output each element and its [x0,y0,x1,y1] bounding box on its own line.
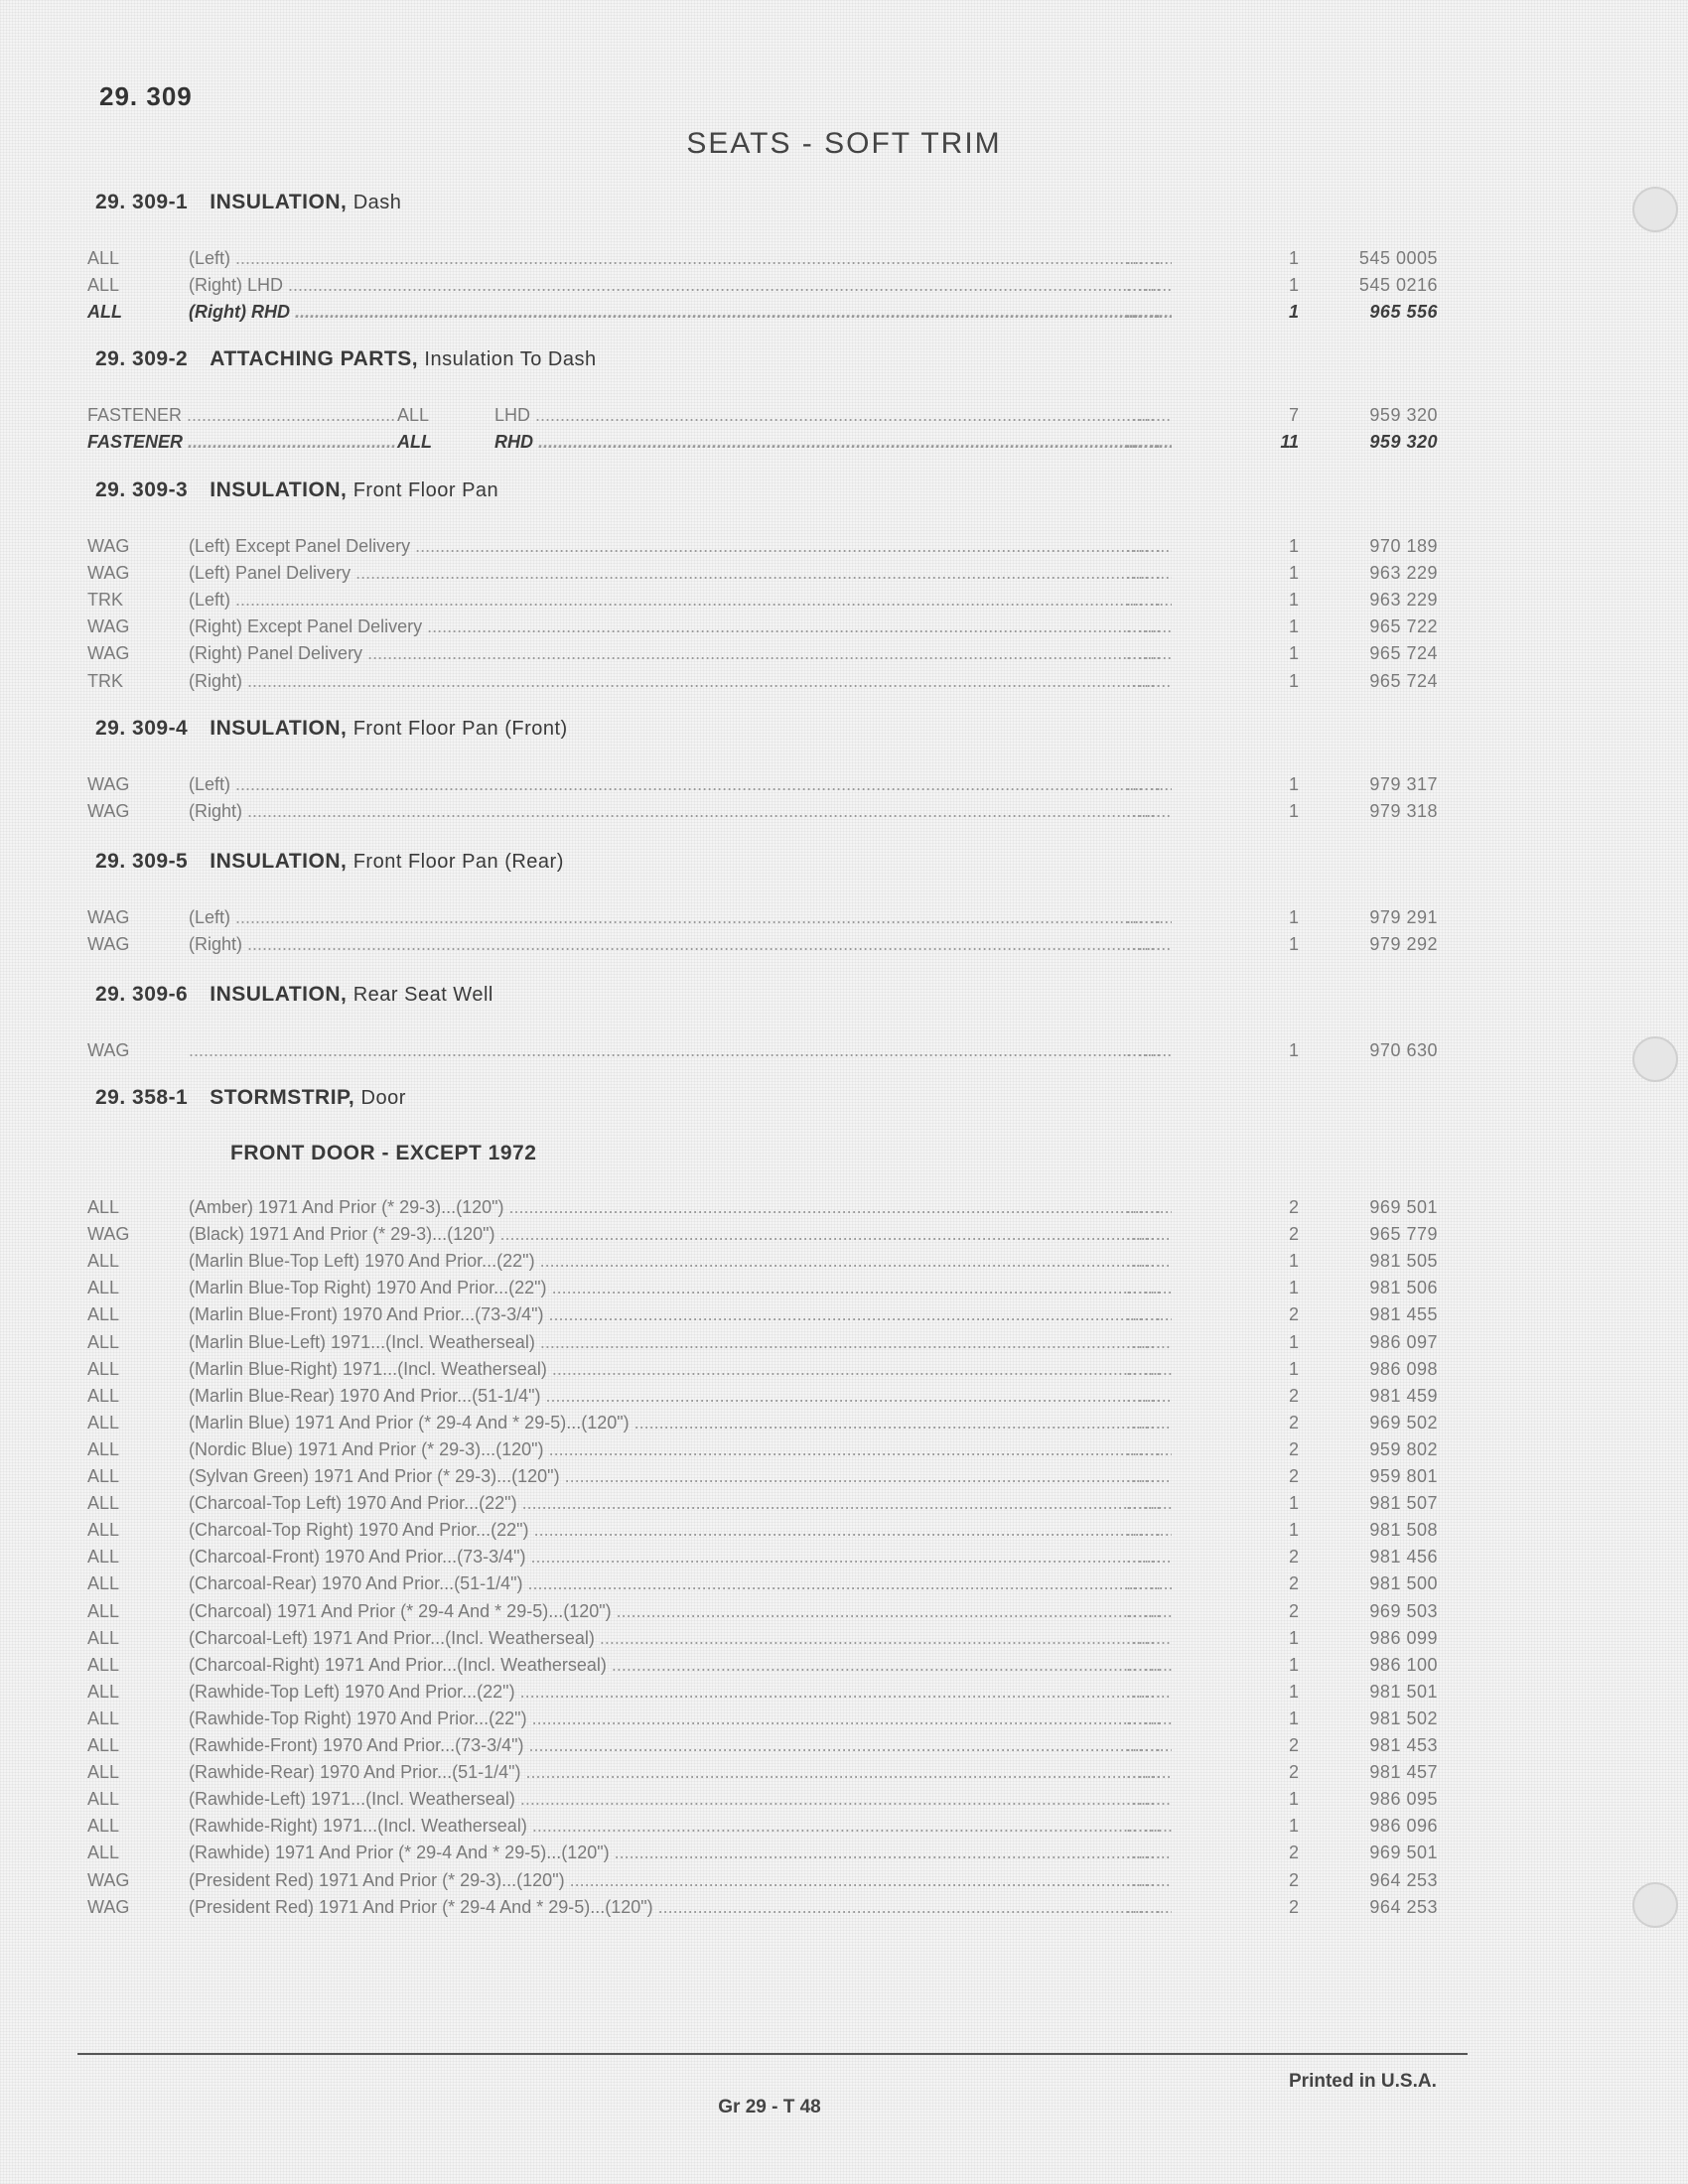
quantity: 2 [1288,1600,1299,1621]
qty-leader: ...... [1126,1520,1163,1541]
quantity: 1 [1288,1358,1299,1379]
qty-leader: ...... [1126,302,1163,323]
part-row [87,1627,1438,1655]
part-row [87,1816,1438,1843]
application-code: ALL [87,1789,120,1810]
section-name: INSULATION, [210,478,348,501]
qty-leader: ...... [1126,643,1163,664]
quantity: 1 [1288,1816,1299,1837]
application-code: ALL [87,1412,120,1433]
footer-divider [77,2053,1468,2055]
part-number: 981 501 [1369,1681,1438,1702]
quantity: 1 [1288,1331,1299,1352]
part-number: 986 098 [1369,1358,1438,1379]
application-code: WAG [87,1896,130,1917]
quantity: 1 [1288,1040,1299,1060]
part-row [87,590,1438,616]
section-heading [95,478,498,502]
qty-leader: ...... [1126,1681,1163,1702]
part-description: (Right) ..... [189,801,1172,822]
part-row [87,1040,1438,1067]
application-code: ALL [397,432,432,453]
part-row [87,1869,1438,1897]
part-row [87,1735,1438,1762]
part-row [87,1493,1438,1520]
application-code: TRK [87,670,123,691]
part-description: (Right) ..... [189,671,1172,692]
qty-leader: ...... [1126,1278,1163,1298]
page-reference: Gr 29 - T 48 [718,2097,821,2117]
part-number: 981 457 [1369,1762,1438,1783]
section-subject: Insulation To Dash [424,348,597,370]
part-number: 981 507 [1369,1493,1438,1514]
qty-leader: ...... [1126,1547,1163,1568]
section-number: 29. 309-6 [95,983,189,1006]
application-code: ALL [87,1331,120,1352]
part-number: 981 505 [1369,1251,1438,1272]
quantity: 2 [1288,1573,1299,1594]
part-number: 964 253 [1369,1896,1438,1917]
application-code: WAG [87,616,130,637]
part-description: (Right) Except Panel Delivery ..... [189,616,1172,637]
part-number: 959 802 [1369,1438,1438,1459]
section-subject: Front Floor Pan (Rear) [352,851,564,873]
part-description: (Charcoal-Top Right) 1970 And Prior...(22") ..... [189,1520,1172,1541]
application-code: WAG [87,801,130,822]
quantity: 1 [1288,670,1299,691]
part-row [87,1385,1438,1413]
part-description: (Marlin Blue-Front) 1970 And Prior...(73-3/4") ..... [189,1304,1172,1325]
part-number: 965 779 [1369,1224,1438,1245]
section-name: INSULATION, [210,191,348,213]
part-number: 545 0216 [1358,275,1438,296]
qty-leader: ...... [1126,405,1163,425]
section-heading [95,717,568,741]
part-description: (Marlin Blue) 1971 And Prior (* 29-4 And * 29-5)...(120") ..... [189,1413,1172,1433]
qty-leader: ...... [1126,1735,1163,1755]
quantity: 2 [1288,1466,1299,1486]
part-number: 981 502 [1369,1707,1438,1728]
quantity: 2 [1288,1438,1299,1459]
part-row [87,302,1438,329]
quantity: 1 [1288,907,1299,927]
part-description: (Amber) 1971 And Prior (* 29-3)...(120") ..... [189,1197,1172,1218]
section-subject: Front Floor Pan [352,479,499,501]
application-code: WAG [87,1040,130,1060]
part-number: 965 724 [1369,643,1438,664]
application-code: ALL [397,405,430,425]
part-number: 986 097 [1369,1331,1438,1352]
application-code: ALL [87,1762,120,1783]
part-number: 965 722 [1369,616,1438,637]
part-number: 965 556 [1369,302,1438,323]
qty-leader: ...... [1126,1466,1163,1486]
part-row [87,1412,1438,1439]
section-heading [95,191,401,214]
qty-leader: ...... [1126,1197,1163,1217]
part-number: 970 189 [1369,536,1438,556]
part-description: (Marlin Blue-Right) 1971...(Incl. Weatherseal) ..... [189,1359,1172,1380]
quantity: 1 [1288,1789,1299,1810]
part-number: 964 253 [1369,1869,1438,1890]
application-code: ALL [87,1627,120,1648]
part-row [87,405,1438,432]
application-code: ALL [87,1304,120,1325]
part-number: 979 292 [1369,934,1438,955]
application-code: ALL [87,1707,120,1728]
quantity: 1 [1288,1520,1299,1541]
part-number: 969 503 [1369,1600,1438,1621]
part-number: 981 455 [1369,1304,1438,1325]
application-code: ALL [87,1547,120,1568]
qty-leader: ...... [1126,1869,1163,1890]
part-row [87,1547,1438,1573]
application-code: ALL [87,1843,120,1863]
part-number: 969 501 [1369,1197,1438,1217]
quantity: 11 [1280,432,1299,453]
section-number: 29. 309-4 [95,717,189,740]
part-description: (Right) RHD ..... [189,302,1172,323]
qty-leader: ...... [1126,907,1163,927]
quantity: 2 [1288,1224,1299,1245]
part-description [189,1040,1172,1061]
section-number: 29. 358-1 [95,1086,189,1109]
quantity: 1 [1288,1707,1299,1728]
application-code: ALL [87,1816,120,1837]
section-name: INSULATION, [210,717,348,740]
part-number: 959 320 [1369,432,1438,453]
part-description: (Rawhide-Right) 1971...(Incl. Weatherseal) ..... [189,1816,1172,1837]
part-row [87,1896,1438,1924]
quantity: 2 [1288,1843,1299,1863]
qty-leader: ...... [1126,1896,1163,1917]
part-description: (President Red) 1971 And Prior (* 29-3)...(120") ..... [189,1870,1172,1891]
qty-leader: ...... [1126,275,1163,296]
qty-leader: ...... [1126,616,1163,637]
section-heading [95,1086,406,1110]
quantity: 2 [1288,1304,1299,1325]
section-heading [95,850,564,874]
part-number: 986 099 [1369,1627,1438,1648]
part-row [87,275,1438,302]
section-number: 29. 309-2 [95,347,189,370]
part-number: 979 317 [1369,774,1438,794]
qty-leader: ...... [1126,1493,1163,1514]
qty-leader: ...... [1126,536,1163,556]
section-number: 29. 309-1 [95,191,189,213]
quantity: 2 [1288,1869,1299,1890]
quantity: 1 [1288,275,1299,296]
part-row [87,1304,1438,1331]
quantity: 1 [1288,1278,1299,1298]
section-subheading: FRONT DOOR - EXCEPT 1972 [230,1142,537,1164]
part-row [87,1707,1438,1735]
part-row [87,1331,1438,1359]
qty-leader: ...... [1126,590,1163,611]
qty-leader: ...... [1126,1762,1163,1783]
part-description: (Black) 1971 And Prior (* 29-3)...(120") ..... [189,1224,1172,1245]
part-description: (Charcoal-Left) 1971 And Prior...(Incl. Weatherseal) ..... [189,1628,1172,1649]
qty-leader: ...... [1126,1707,1163,1728]
part-description: (Right) ..... [189,934,1172,955]
part-description: (Rawhide) 1971 And Prior (* 29-4 And * 29-5)...(120") ..... [189,1843,1172,1863]
quantity: 1 [1288,302,1299,323]
fastener-label: FASTENER ..... [87,432,395,453]
part-number: 986 095 [1369,1789,1438,1810]
section-number: 29. 309-3 [95,478,189,501]
page-number: 29. 309 [99,81,193,111]
part-row [87,1681,1438,1708]
part-row [87,1197,1438,1224]
application-code: WAG [87,536,130,556]
part-description: (Left) ..... [189,590,1172,611]
quantity: 1 [1288,248,1299,268]
qty-leader: ...... [1126,1331,1163,1352]
part-row [87,1520,1438,1547]
section-heading [95,347,597,371]
application-code: WAG [87,1869,130,1890]
part-row [87,801,1438,828]
qty-leader: ...... [1126,1304,1163,1325]
part-row [87,670,1438,698]
part-description: (Left) ..... [189,774,1172,795]
part-row [87,616,1438,643]
part-number: 969 502 [1369,1412,1438,1433]
part-description: (Left) Panel Delivery ..... [189,563,1172,584]
application-code: ALL [87,1278,120,1298]
part-number: 981 456 [1369,1547,1438,1568]
section-subject: Rear Seat Well [352,984,493,1006]
part-description: (Charcoal-Front) 1970 And Prior...(73-3/4") ..... [189,1547,1172,1568]
qty-leader: ...... [1126,774,1163,794]
part-row [87,774,1438,801]
part-description: (Rawhide-Rear) 1970 And Prior...(51-1/4") ..... [189,1762,1172,1783]
quantity: 1 [1288,774,1299,794]
part-row [87,643,1438,670]
part-description: (Rawhide-Front) 1970 And Prior...(73-3/4") ..... [189,1735,1172,1756]
section-subject: Front Floor Pan (Front) [352,718,568,740]
application-code: ALL [87,1493,120,1514]
part-number: 963 229 [1369,563,1438,584]
part-number: 979 318 [1369,801,1438,822]
qty-leader: ...... [1126,1412,1163,1433]
qty-leader: ...... [1126,1789,1163,1810]
application-code: ALL [87,1466,120,1486]
part-description: (President Red) 1971 And Prior (* 29-4 And * 29-5)...(120") ..... [189,1897,1172,1918]
application-code: ALL [87,302,122,323]
part-description: (Charcoal-Rear) 1970 And Prior...(51-1/4") ..... [189,1573,1172,1594]
qty-leader: ...... [1126,1843,1163,1863]
quantity: 1 [1288,1654,1299,1675]
part-row [87,248,1438,275]
part-row [87,1466,1438,1493]
qty-leader: ...... [1126,670,1163,691]
part-row [87,1762,1438,1789]
application-code: ALL [87,1573,120,1594]
quantity: 1 [1288,801,1299,822]
part-number: 981 506 [1369,1278,1438,1298]
quantity: 2 [1288,1547,1299,1568]
part-description: (Marlin Blue-Top Left) 1970 And Prior...(22") ..... [189,1251,1172,1272]
part-description: (Charcoal) 1971 And Prior (* 29-4 And * 29-5)...(120") ..... [189,1601,1172,1622]
part-description: (Marlin Blue-Top Right) 1970 And Prior...(22") ..... [189,1278,1172,1298]
part-number: 970 630 [1369,1040,1438,1060]
quantity: 1 [1288,1681,1299,1702]
application-code: ALL [87,1735,120,1755]
qty-leader: ...... [1126,1385,1163,1406]
part-description: (Charcoal-Right) 1971 And Prior...(Incl. Weatherseal) ..... [189,1655,1172,1676]
part-description: (Marlin Blue-Left) 1971...(Incl. Weatherseal) ..... [189,1332,1172,1353]
part-description: (Left) ..... [189,248,1172,269]
quantity: 2 [1288,1762,1299,1783]
part-description: (Marlin Blue-Rear) 1970 And Prior...(51-1/4") ..... [189,1386,1172,1407]
part-row [87,1573,1438,1600]
part-row [87,1224,1438,1251]
quantity: 1 [1288,934,1299,955]
qty-leader: ...... [1126,1600,1163,1621]
page-title: SEATS - SOFT TRIM [686,127,1002,160]
fastener-label: FASTENER ..... [87,405,395,426]
part-description: (Left) ..... [189,907,1172,928]
application-code: WAG [87,774,130,794]
printed-in-label: Printed in U.S.A. [1289,2071,1437,2092]
application-code: ALL [87,1358,120,1379]
qty-leader: ...... [1126,1224,1163,1245]
part-description: (Right) Panel Delivery ..... [189,643,1172,664]
part-number: 981 459 [1369,1385,1438,1406]
qty-leader: ...... [1126,1438,1163,1459]
quantity: 2 [1288,1896,1299,1917]
application-code: ALL [87,1654,120,1675]
quantity: 1 [1288,1251,1299,1272]
application-code: WAG [87,643,130,664]
application-code: ALL [87,248,120,268]
part-number: 981 508 [1369,1520,1438,1541]
part-row [87,1843,1438,1869]
quantity: 1 [1288,643,1299,664]
section-number: 29. 309-5 [95,850,189,873]
part-row [87,907,1438,934]
part-row [87,1438,1438,1466]
qty-leader: ...... [1126,801,1163,822]
qty-leader: ...... [1126,1251,1163,1272]
part-number: 959 320 [1369,405,1438,425]
qty-leader: ...... [1126,1627,1163,1648]
part-row [87,563,1438,590]
section-name: INSULATION, [210,850,348,873]
part-number: 969 501 [1369,1843,1438,1863]
quantity: 1 [1288,616,1299,637]
part-description: (Charcoal-Top Left) 1970 And Prior...(22") ..... [189,1493,1172,1514]
application-code: WAG [87,934,130,955]
application-code: ALL [87,1251,120,1272]
part-number: 979 291 [1369,907,1438,927]
part-description: RHD ..... [494,432,1172,453]
qty-leader: ...... [1126,1040,1163,1060]
section-subject: Door [360,1087,406,1109]
part-description: (Nordic Blue) 1971 And Prior (* 29-3)...(120") ..... [189,1439,1172,1460]
part-row [87,1251,1438,1278]
application-code: WAG [87,1224,130,1245]
part-description: (Rawhide-Top Right) 1970 And Prior...(22") ..... [189,1708,1172,1729]
qty-leader: ...... [1126,432,1163,453]
qty-leader: ...... [1126,1358,1163,1379]
section-name: STORMSTRIP, [210,1086,355,1109]
part-number: 981 500 [1369,1573,1438,1594]
part-number: 545 0005 [1358,248,1438,268]
part-description: (Sylvan Green) 1971 And Prior (* 29-3)...(120") ..... [189,1466,1172,1487]
qty-leader: ...... [1126,248,1163,268]
quantity: 2 [1288,1197,1299,1217]
part-row [87,536,1438,563]
application-code: ALL [87,1681,120,1702]
application-code: ALL [87,1520,120,1541]
qty-leader: ...... [1126,1573,1163,1594]
part-description: (Rawhide-Top Left) 1970 And Prior...(22") ..... [189,1682,1172,1703]
application-code: ALL [87,1438,120,1459]
application-code: ALL [87,275,120,296]
application-code: WAG [87,907,130,927]
application-code: ALL [87,1385,120,1406]
part-description: (Left) Except Panel Delivery ..... [189,536,1172,557]
part-row [87,1358,1438,1386]
application-code: TRK [87,590,123,611]
quantity: 2 [1288,1385,1299,1406]
section-name: ATTACHING PARTS, [210,347,419,370]
part-row [87,1789,1438,1816]
section-name: INSULATION, [210,983,348,1006]
quantity: 1 [1288,1493,1299,1514]
part-description: (Rawhide-Left) 1971...(Incl. Weatherseal) ..... [189,1789,1172,1810]
part-row [87,432,1438,459]
part-number: 986 100 [1369,1654,1438,1675]
part-row [87,1600,1438,1628]
application-code: ALL [87,1197,120,1217]
quantity: 1 [1288,536,1299,556]
part-row [87,1278,1438,1304]
section-subject: Dash [352,192,402,213]
section-heading [95,983,493,1007]
quantity: 2 [1288,1412,1299,1433]
qty-leader: ...... [1126,563,1163,584]
quantity: 2 [1288,1735,1299,1755]
qty-leader: ...... [1126,1816,1163,1837]
application-code: ALL [87,1600,120,1621]
quantity: 1 [1288,1627,1299,1648]
part-row [87,934,1438,961]
qty-leader: ...... [1126,1654,1163,1675]
qty-leader: ...... [1126,934,1163,955]
part-description: LHD ..... [494,405,1172,426]
part-description: (Right) LHD ..... [189,275,1172,296]
quantity: 7 [1288,405,1299,425]
part-row [87,1654,1438,1682]
quantity: 1 [1288,563,1299,584]
quantity: 1 [1288,590,1299,611]
part-number: 965 724 [1369,670,1438,691]
part-number: 981 453 [1369,1735,1438,1755]
application-code: WAG [87,563,130,584]
part-number: 986 096 [1369,1816,1438,1837]
part-number: 959 801 [1369,1466,1438,1486]
part-number: 963 229 [1369,590,1438,611]
